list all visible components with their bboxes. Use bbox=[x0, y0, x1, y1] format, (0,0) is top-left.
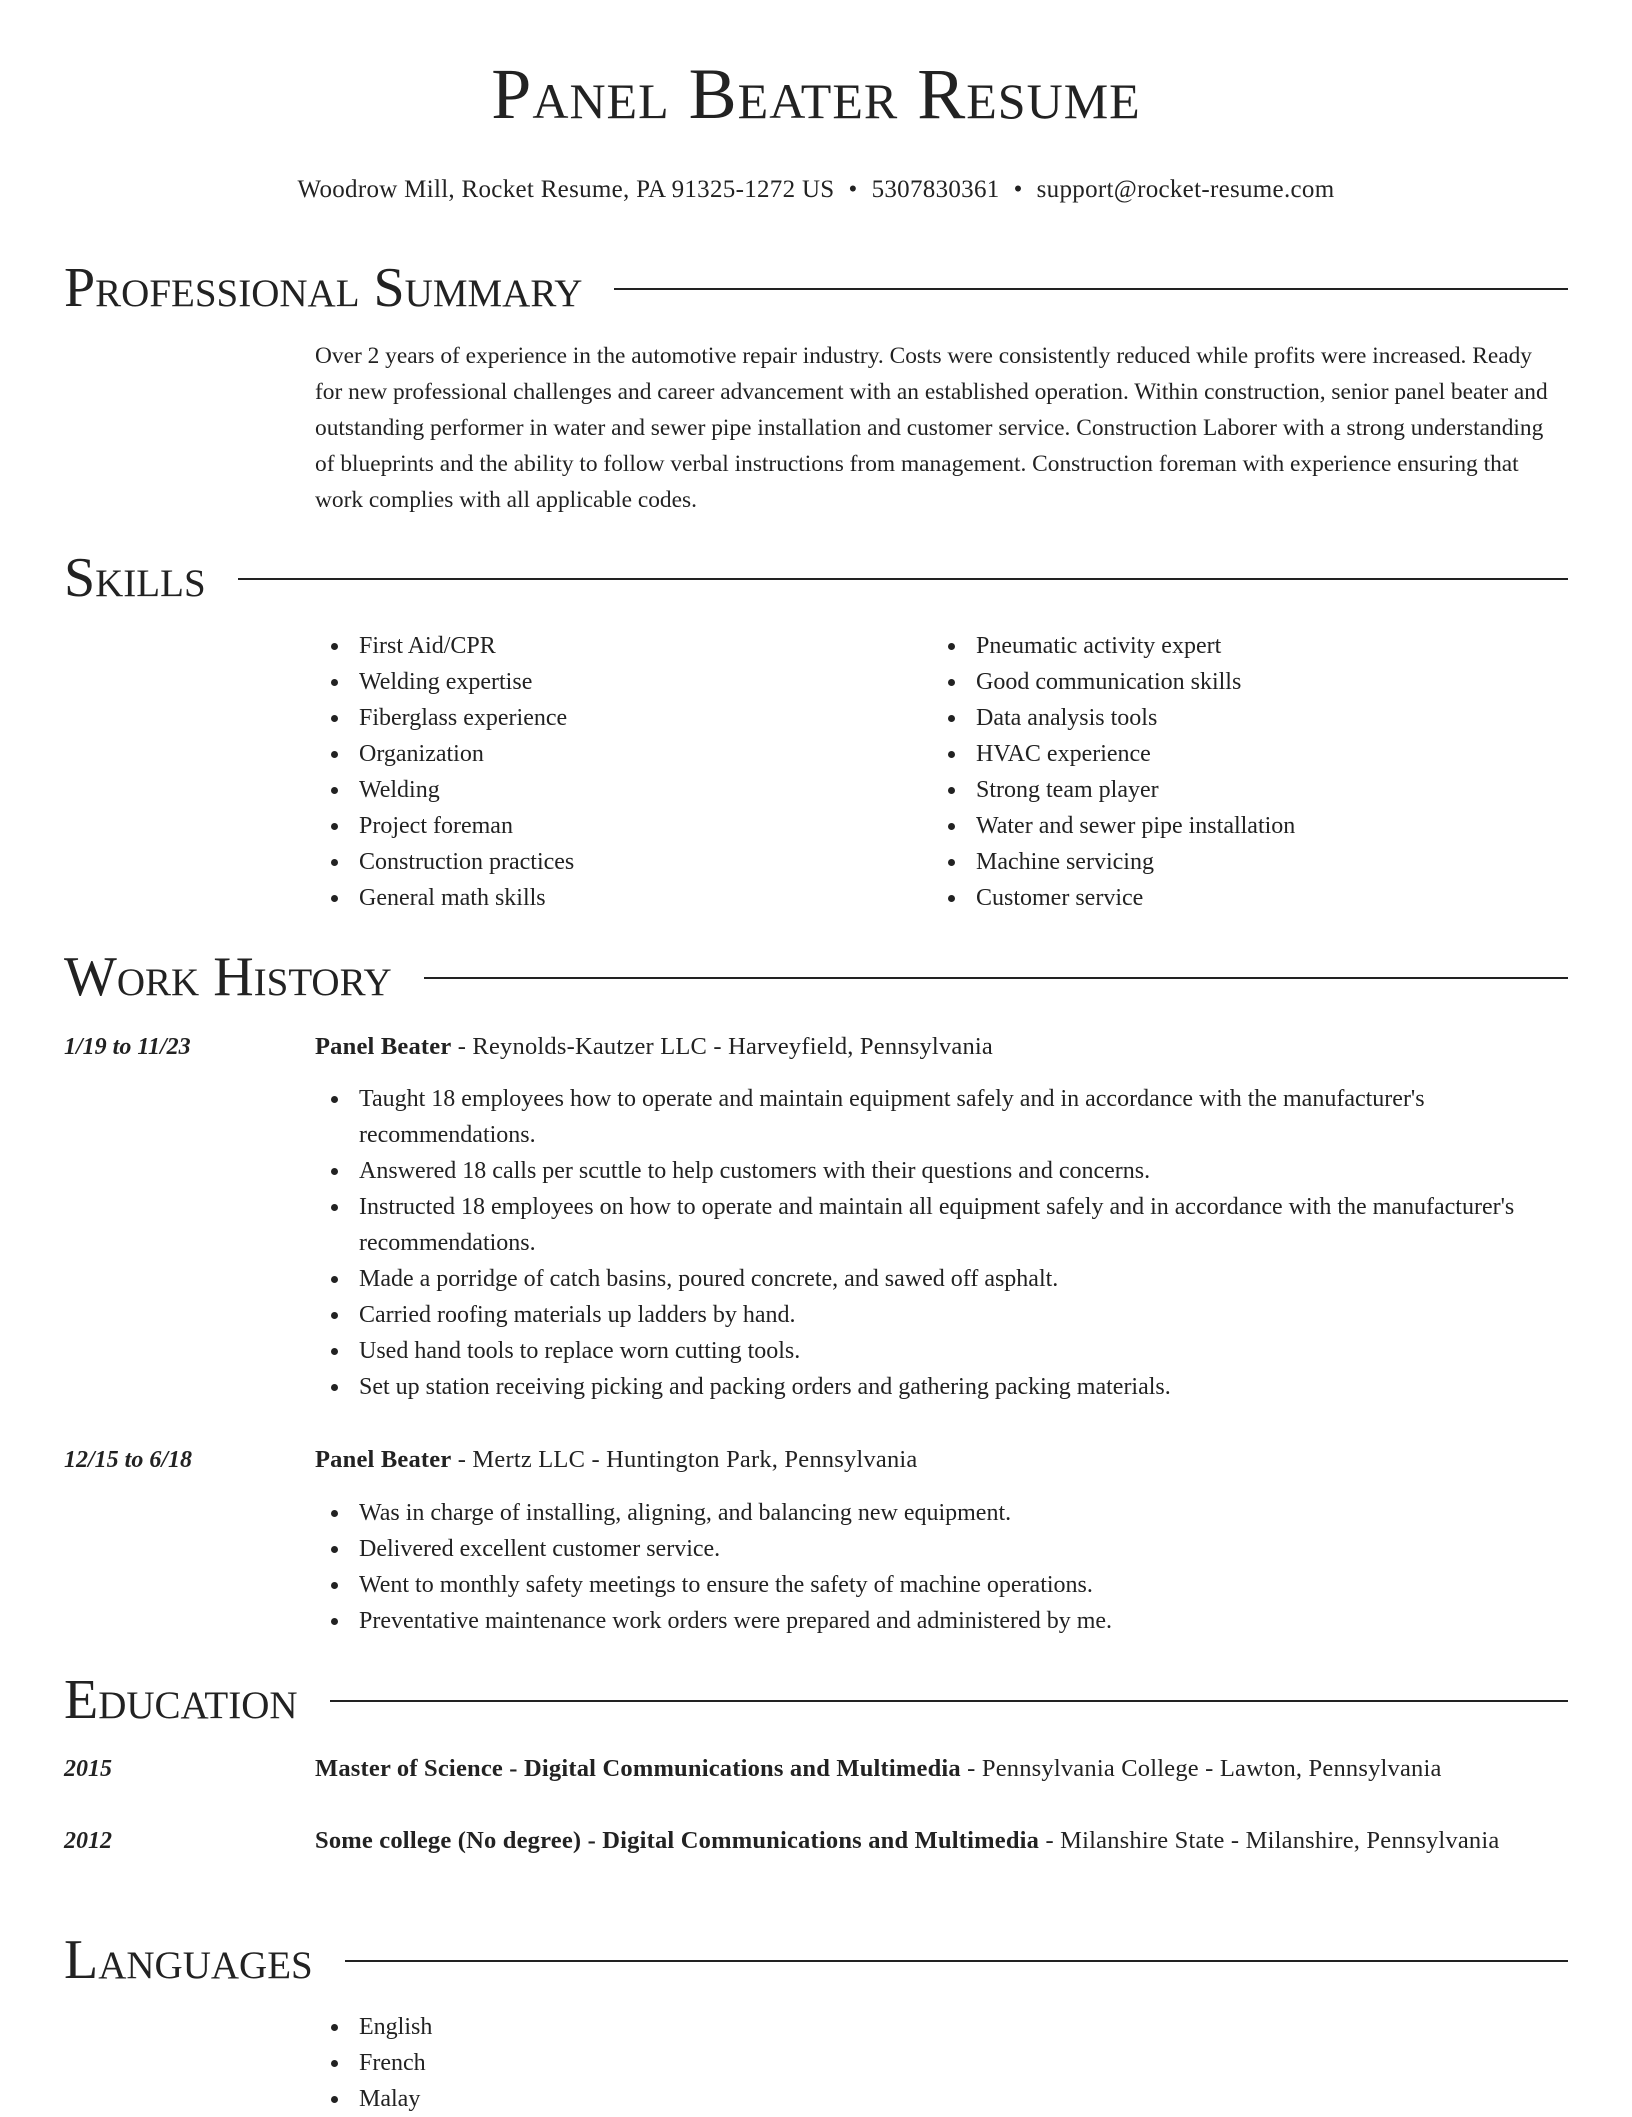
section-divider bbox=[345, 1960, 1568, 1962]
education-school: - Pennsylvania College - Lawton, Pennsylvania bbox=[960, 1755, 1442, 1782]
section-title-education: Education bbox=[64, 1669, 298, 1731]
education-degree: Master of Science - Digital Communications and Multimedia bbox=[315, 1755, 961, 1782]
job-heading bbox=[315, 1028, 1565, 1066]
skill-item: Pneumatic activity expert bbox=[932, 628, 1532, 664]
section-header-education bbox=[64, 1670, 1568, 1730]
skill-item: First Aid/CPR bbox=[315, 628, 915, 664]
education-school: - Milanshire State - Milanshire, Pennsylvania bbox=[1039, 1827, 1500, 1854]
job-bullet: Went to monthly safety meetings to ensure the safety of machine operations. bbox=[315, 1567, 1565, 1603]
job-bullet: Set up station receiving picking and packing orders and gathering packing materials. bbox=[315, 1369, 1565, 1405]
education-entry bbox=[315, 1750, 1565, 1788]
language-item: French bbox=[315, 2045, 1565, 2081]
job-bullets bbox=[315, 1081, 1565, 1405]
education-entry bbox=[315, 1822, 1565, 1860]
job-title: Panel Beater bbox=[315, 1446, 452, 1473]
education-year: 2012 bbox=[64, 1828, 112, 1854]
skill-item: Welding expertise bbox=[315, 664, 915, 700]
skills-left-column bbox=[315, 628, 915, 916]
section-title-work-history: Work History bbox=[64, 946, 392, 1008]
section-divider bbox=[330, 1700, 1568, 1702]
education-year: 2015 bbox=[64, 1756, 112, 1782]
resume-name: Panel Beater Resume bbox=[491, 54, 1141, 134]
language-item: English bbox=[315, 2009, 1565, 2045]
contact-line bbox=[0, 177, 1632, 202]
job-dates: 12/15 to 6/18 bbox=[64, 1447, 193, 1473]
job-bullet: Preventative maintenance work orders were prepared and administered by me. bbox=[315, 1603, 1565, 1639]
skill-item: Water and sewer pipe installation bbox=[932, 808, 1532, 844]
contact-address: Woodrow Mill, Rocket Resume, PA 91325-1272 US bbox=[297, 176, 835, 203]
job-heading bbox=[315, 1441, 1565, 1479]
section-header-work-history bbox=[64, 947, 1568, 1007]
section-title-summary: Professional Summary bbox=[64, 257, 583, 319]
skill-item: Construction practices bbox=[315, 844, 915, 880]
job-bullet: Carried roofing materials up ladders by hand. bbox=[315, 1297, 1565, 1333]
section-divider bbox=[424, 977, 1568, 979]
section-header-summary bbox=[64, 258, 1568, 318]
job-bullet: Delivered excellent customer service. bbox=[315, 1531, 1565, 1567]
skill-item: Organization bbox=[315, 736, 915, 772]
contact-email: support@rocket-resume.com bbox=[1036, 176, 1335, 203]
job-bullets bbox=[315, 1495, 1565, 1639]
section-divider bbox=[238, 578, 1568, 580]
education-degree: Some college (No degree) - Digital Communications and Multimedia bbox=[315, 1827, 1040, 1854]
section-title-skills: Skills bbox=[64, 547, 206, 609]
job-employer: - Mertz LLC - Huntington Park, Pennsylvania bbox=[451, 1446, 918, 1473]
skill-item: HVAC experience bbox=[932, 736, 1532, 772]
skill-item: Project foreman bbox=[315, 808, 915, 844]
job-bullet: Instructed 18 employees on how to operate and maintain all equipment safely and in accordance with the manufacturer's recommendations. bbox=[315, 1189, 1565, 1261]
contact-separator: • bbox=[1013, 176, 1023, 203]
job-employer: - Reynolds-Kautzer LLC - Harveyfield, Pennsylvania bbox=[451, 1033, 993, 1060]
language-list bbox=[315, 2009, 1565, 2117]
skill-item: General math skills bbox=[315, 880, 915, 916]
skill-item: Data analysis tools bbox=[932, 700, 1532, 736]
section-divider bbox=[614, 288, 1568, 290]
job-bullet: Made a porridge of catch basins, poured concrete, and sawed off asphalt. bbox=[315, 1261, 1565, 1297]
section-header-skills bbox=[64, 548, 1568, 608]
skill-item: Welding bbox=[315, 772, 915, 808]
language-item: Malay bbox=[315, 2081, 1565, 2117]
job-bullet: Taught 18 employees how to operate and maintain equipment safely and in accordance with the manufacturer's recommendations. bbox=[315, 1081, 1565, 1153]
contact-separator: • bbox=[848, 176, 858, 203]
job-bullet: Was in charge of installing, aligning, and balancing new equipment. bbox=[315, 1495, 1565, 1531]
section-title-languages: Languages bbox=[64, 1929, 313, 1991]
skill-item: Customer service bbox=[932, 880, 1532, 916]
skill-item: Fiberglass experience bbox=[315, 700, 915, 736]
section-header-languages bbox=[64, 1930, 1568, 1990]
summary-text: Over 2 years of experience in the automotive repair industry. Costs were consistently reduced while profits were increased. Ready for new professional challenges and career advancement with an established operation. Within construction, senior panel beater and outstanding performer in water and sewer pipe installation and customer service. Construction Laborer with a strong understanding of blueprints and the ability to follow verbal instructions from management. Construction foreman with experience ensuring that work complies with all applicable codes. bbox=[315, 343, 1548, 513]
skill-item: Machine servicing bbox=[932, 844, 1532, 880]
skill-item: Good communication skills bbox=[932, 664, 1532, 700]
contact-phone: 5307830361 bbox=[871, 176, 1000, 203]
job-bullet: Answered 18 calls per scuttle to help customers with their questions and concerns. bbox=[315, 1153, 1565, 1189]
job-title: Panel Beater bbox=[315, 1033, 452, 1060]
job-dates: 1/19 to 11/23 bbox=[64, 1034, 191, 1060]
job-bullet: Used hand tools to replace worn cutting tools. bbox=[315, 1333, 1565, 1369]
skills-right-column bbox=[932, 628, 1532, 916]
skill-item: Strong team player bbox=[932, 772, 1532, 808]
